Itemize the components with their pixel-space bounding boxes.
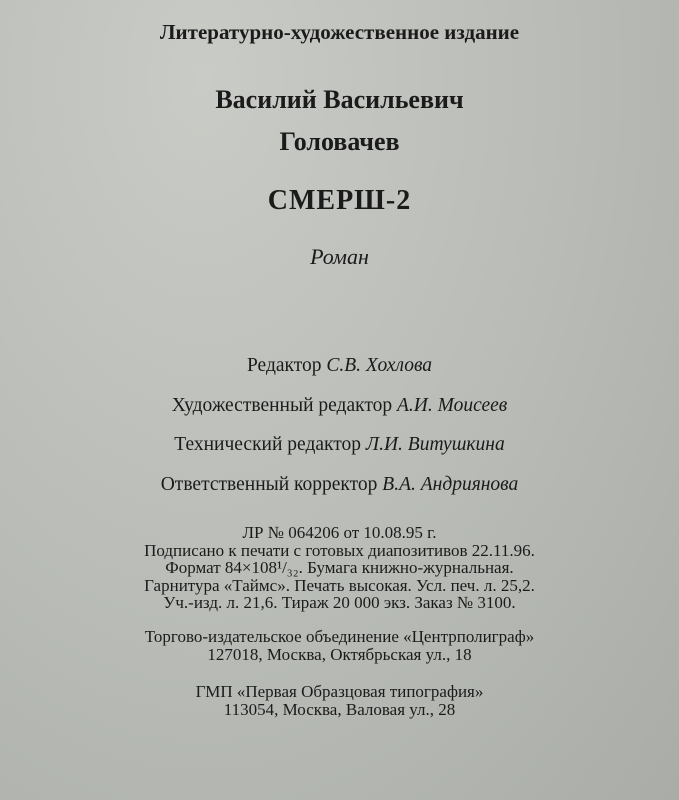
- credit-role: Редактор: [246, 355, 322, 376]
- credit-role: Ответственный корректор: [160, 473, 378, 495]
- credit-proofreader: [0, 474, 679, 514]
- credit-role: Художественный редактор: [171, 394, 393, 416]
- credit-name: С.В. Хохлова: [326, 355, 433, 376]
- credits-list: [0, 355, 679, 513]
- format-line: Формат 84×108¹/₃₂. Бумага книжно-журнальная.: [165, 558, 514, 577]
- author-name: Василий Васильевич: [215, 85, 464, 114]
- author-surname: Головачев: [279, 127, 400, 156]
- credit-art-editor: [0, 395, 679, 435]
- credit-tech-editor: [0, 434, 679, 474]
- publisher-info: [0, 628, 679, 663]
- credit-name: А.И. Моисеев: [396, 394, 508, 416]
- credit-role: Технический редактор: [174, 434, 361, 455]
- print-details: [0, 524, 679, 612]
- printer-address: 113054, Москва, Валовая ул., 28: [223, 699, 456, 719]
- printer-info: [0, 683, 679, 718]
- credit-name: В.А. Андриянова: [382, 473, 519, 495]
- publisher-address: 127018, Москва, Октябрьская ул., 18: [207, 644, 472, 664]
- run-line: Уч.-изд. л. 21,6. Тираж 20 000 экз. Заказ № 3100.: [163, 593, 516, 612]
- book-title: СМЕРШ-2: [267, 185, 412, 216]
- license-line: ЛР № 064206 от 10.08.95 г.: [242, 523, 437, 542]
- publisher-name: Торгово-издательское объединение «Центрполиграф»: [144, 627, 535, 646]
- genre-label: Роман: [310, 244, 369, 269]
- typeface-line: Гарнитура «Таймс». Печать высокая. Усл. печ. л. 25,2.: [144, 575, 535, 595]
- credit-name: Л.И. Витушкина: [365, 434, 505, 455]
- credit-editor: [0, 355, 679, 395]
- series-label: Литературно-художественное издание: [159, 20, 520, 44]
- signed-line: Подписано к печати с готовых диапозитивов 22.11.96.: [144, 540, 535, 560]
- printer-name: ГМП «Первая Образцовая типография»: [195, 682, 484, 701]
